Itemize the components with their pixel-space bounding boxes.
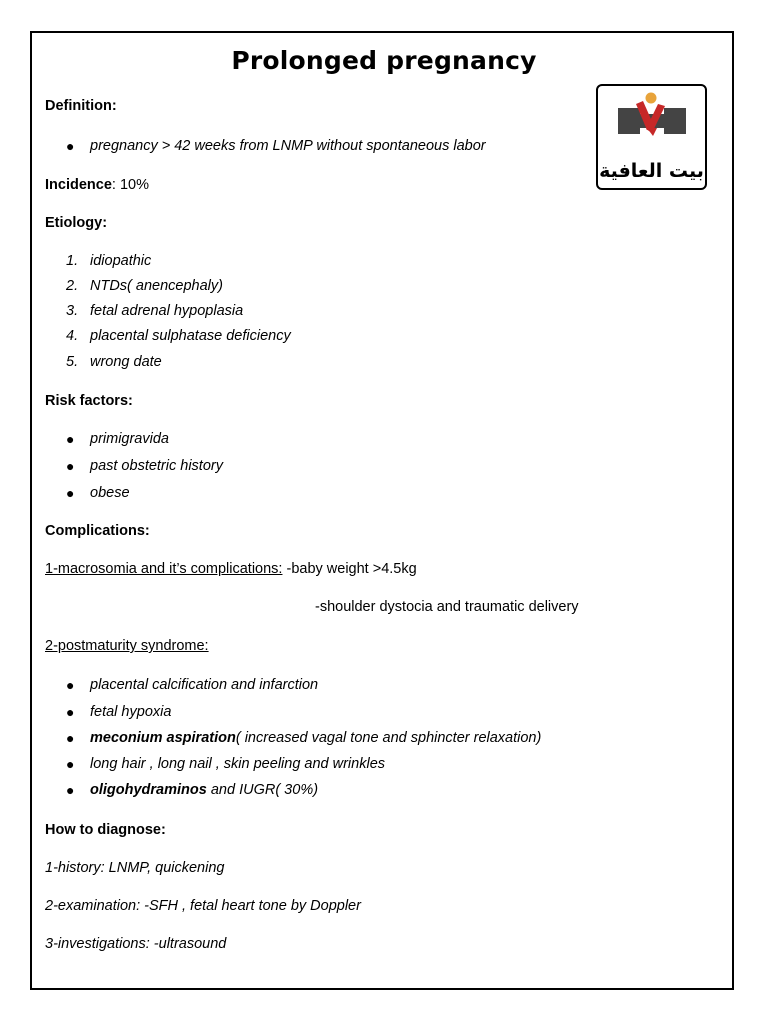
bullet: ●	[66, 730, 75, 746]
bullet: ●	[66, 756, 75, 772]
list-number: 4.	[66, 328, 79, 344]
macrosomia-label: 1-macrosomia and it’s complications:	[45, 561, 283, 577]
risk-factor-item: past obstetric history	[90, 458, 223, 474]
bullet: ●	[66, 485, 75, 501]
etiology-item: wrong date	[90, 354, 162, 370]
postmaturity-label: 2-postmaturity syndrome:	[45, 638, 209, 654]
diagnosis-line: 3-investigations: -ultrasound	[45, 936, 227, 952]
definition-heading: Definition:	[45, 98, 117, 114]
logo	[596, 84, 707, 190]
risk-factors-heading: Risk factors:	[45, 393, 133, 409]
postmaturity-item: meconium aspiration( increased vagal tone and sphincter relaxation)	[90, 730, 542, 746]
bullet: ●	[66, 458, 75, 474]
diagnosis-line: 2-examination: -SFH , fetal heart tone by Doppler	[45, 898, 361, 914]
bullet: ●	[66, 704, 75, 720]
macrosomia-second: -shoulder dystocia and traumatic delivery	[315, 599, 579, 615]
diagnosis-heading: How to diagnose:	[45, 822, 166, 838]
list-number: 2.	[66, 278, 79, 294]
list-number: 1.	[66, 253, 79, 269]
page-title: Prolonged pregnancy	[231, 46, 537, 75]
etiology-item: fetal adrenal hypoplasia	[90, 303, 244, 319]
postmaturity-item: long hair , long nail , skin peeling and wrinkles	[90, 756, 386, 772]
bullet: ●	[66, 138, 75, 154]
macrosomia-first: -baby weight >4.5kg	[282, 561, 417, 577]
logo-text: بيت العافية	[599, 160, 704, 182]
incidence-label: Incidence	[45, 177, 112, 193]
postmaturity-item: placental calcification and infarction	[90, 677, 319, 693]
definition-item: pregnancy > 42 weeks from LNMP without spontaneous labor	[90, 138, 486, 154]
incidence-value: : 10%	[111, 177, 149, 193]
etiology-item: placental sulphatase deficiency	[90, 328, 291, 344]
postmaturity-item: oligohydraminos and IUGR( 30%)	[90, 782, 319, 798]
diagnosis-line: 1-history: LNMP, quickening	[45, 860, 225, 876]
incidence-line	[45, 177, 149, 193]
macrosomia-line	[45, 561, 417, 577]
bullet: ●	[66, 431, 75, 447]
bullet: ●	[66, 677, 75, 693]
risk-factor-item: obese	[90, 485, 130, 501]
logo-mark-icon	[598, 88, 705, 158]
complications-heading: Complications:	[45, 523, 150, 539]
etiology-heading: Etiology:	[45, 215, 108, 231]
etiology-item: idiopathic	[90, 253, 152, 269]
list-number: 3.	[66, 303, 79, 319]
etiology-item: NTDs( anencephaly)	[90, 278, 223, 294]
list-number: 5.	[66, 354, 79, 370]
postmaturity-item: fetal hypoxia	[90, 704, 172, 720]
risk-factor-item: primigravida	[90, 431, 169, 447]
bullet: ●	[66, 782, 75, 798]
